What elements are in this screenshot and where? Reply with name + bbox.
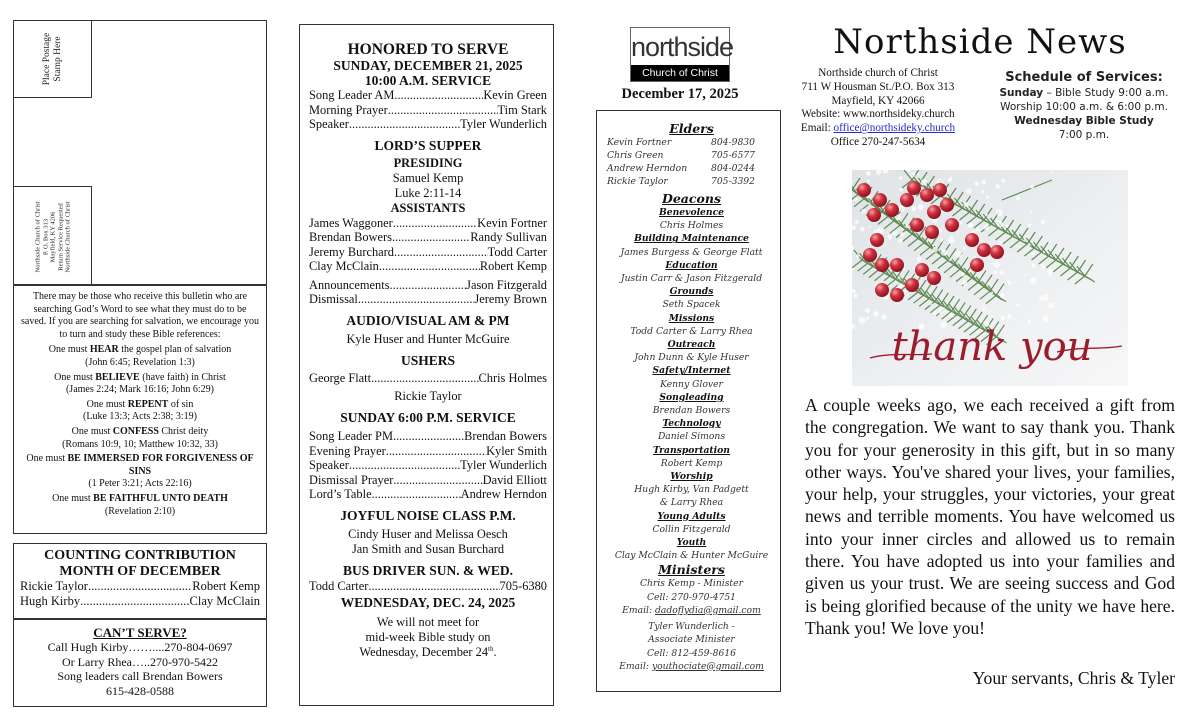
thank-you-image [852, 170, 1128, 386]
honored-title: HONORED TO SERVE [347, 41, 509, 58]
postage-label: Place Postage Stamp Here [41, 32, 63, 86]
pm-duty-row: Dismissal Prayer ..... David Elliott [309, 473, 547, 488]
elder-item: Chris Green 705-6577 [607, 150, 755, 161]
assistant-row: Jeremy Burchard ..... Todd Carter [309, 245, 547, 260]
pm-service-rows [309, 429, 547, 502]
salvation-step: One must HEAR the gospel plan of salvation (John 6:45; Revelation 1:3) [48, 344, 232, 368]
cant-serve-line: Call Hugh Kirby……....270-804-0697 [47, 640, 233, 654]
deacon-names: Brendan Bowers [652, 405, 731, 417]
salvation-step: One must BE IMMERSED FOR FORGIVENESS OF SINS (1 Peter 3:21; Acts 22:16) [26, 453, 254, 490]
presiding-ref: Luke 2:11-14 [394, 185, 462, 200]
counting-row: Rickie Taylor ..... Robert Kemp [20, 579, 260, 594]
letter-signoff: Your servants, Chris & Tyler [972, 668, 1175, 688]
deacon-role: Outreach [667, 339, 716, 351]
duty-row: Dismissal ..... Jeremy Brown [309, 292, 547, 307]
salvation-step: One must BELIEVE (have faith) in Christ (James 2:24; Mark 16:16; John 6:29) [54, 371, 226, 396]
joyful-line: Cindy Huser and Melissa Oesch [348, 526, 508, 541]
elder-item: Andrew Herndon 804-0244 [607, 163, 755, 174]
deacons-title: Deacons [662, 191, 721, 206]
deacon-names: & Larry Rhea [659, 497, 724, 509]
deacon-role: Transportation [653, 444, 730, 456]
assistant-row: James Waggoner ..... Kevin Fortner [309, 216, 547, 231]
deacon-names: Chris Holmes [659, 220, 724, 232]
salvation-steps [20, 344, 260, 518]
am-duty-row: Morning Prayer ..... Tim Stark [309, 103, 547, 118]
deacon-role: Youth [676, 537, 707, 549]
deacon-role: Young Adults [657, 510, 726, 522]
cant-serve-box [13, 619, 267, 707]
joyful-line: Jan Smith and Susan Burchard [351, 541, 505, 556]
deacon-role: Grounds [669, 286, 714, 298]
wednesday-note: We will not meet for mid-week Bible study on Wednesday, December 24th. [359, 615, 497, 659]
pm-duty-row: Evening Prayer ..... Kyler Smith [309, 444, 547, 459]
deacon-role: Safety/Internet [652, 365, 731, 377]
leadership-box [596, 110, 781, 692]
bus-driver-title: BUS DRIVER SUN. & WED. [342, 562, 514, 578]
assistants-label: ASSISTANTS [390, 200, 466, 215]
newsletter-masthead: Northside News [833, 22, 1127, 62]
elder-item: Rickie Taylor 705-3392 [607, 176, 755, 187]
thank-you-card-art [852, 170, 1128, 386]
cant-serve-line: Or Larry Rhea…..270-970-5422 [62, 654, 218, 669]
usher-extra: Rickie Taylor [394, 389, 462, 403]
minister-item: Chris Kemp - Minister Cell: 270-970-4751 Email: dadoflydia@gmail.com [622, 578, 761, 616]
deacon-names: James Burgess & George Flatt [620, 246, 763, 258]
presiding-name: Samuel Kemp [392, 170, 464, 185]
deacon-role: Songleading [659, 391, 724, 403]
deacon-names: Daniel Simons [657, 431, 726, 443]
elders-title: Elders [669, 121, 714, 136]
ushers-title: USHERS [400, 352, 456, 368]
deacon-names: Justin Carr & Jason Fitzgerald [620, 273, 763, 285]
deacon-names: Collin Fitzgerald [652, 523, 731, 535]
assistant-row: Clay McClain ..... Robert Kemp [309, 259, 547, 274]
office-phone: Office 270-247-5634 [830, 135, 926, 148]
av-title: AUDIO/VISUAL AM & PM [346, 312, 510, 328]
deacon-role: Technology [662, 418, 721, 430]
deacon-names: Robert Kemp [660, 457, 723, 469]
cant-serve-line: Song leaders call Brendan Bowers [57, 669, 223, 684]
salvation-step: One must BE FAITHFUL UNTO DEATH (Revelation 2:10) [52, 492, 228, 517]
salvation-step: One must CONFESS Christ deity (Romans 10:9, 10; Matthew 10:32, 33) [62, 425, 218, 450]
pm-duty-row: Speaker ..... Tyler Wunderlich [309, 458, 547, 473]
am-duty-row: Speaker ..... Tyler Wunderlich [309, 117, 547, 132]
ministers-title: Ministers [658, 562, 725, 578]
pm-duty-row: Song Leader PM ..... Brendan Bowers [309, 429, 547, 444]
deacon-role: Worship [670, 471, 713, 483]
deacons-list [607, 206, 776, 562]
church-logo [630, 27, 734, 82]
deacon-names: Clay McClain & Hunter McGuire [614, 550, 769, 562]
other-rows [309, 278, 547, 307]
postage-stamp-box [14, 21, 92, 98]
minister-email-link[interactable]: dadoflydia@gmail.com [654, 604, 761, 616]
cant-serve-title: CAN’T SERVE? [93, 625, 187, 640]
presiding-label: PRESIDING [393, 155, 463, 170]
honored-to-serve-box [299, 24, 554, 706]
elders-list [607, 136, 776, 188]
pm-duty-row: Lord’s Table ..... Andrew Herndon [309, 487, 547, 502]
bulletin-date: December 17, 2025 [621, 86, 739, 102]
deacon-names: John Dunn & Kyle Huser [634, 352, 749, 364]
deacon-names: Todd Carter & Larry Rhea [630, 325, 753, 337]
salvation-step: One must REPENT of sin (Luke 13:3; Acts 2:38; 3:19) [83, 398, 197, 423]
counting-subtitle: MONTH OF DECEMBER [59, 563, 221, 579]
wednesday-title: WEDNESDAY, DEC. 24, 2025 [340, 595, 516, 610]
church-address: Northside church of Christ 711 W Housman St./P.O. Box 313 Mayfield, KY 42066 Website: www.northsideky.church Email: office@northsideky.church Office 270-247-5634 [778, 67, 978, 150]
minister-item: Tyler Wunderlich - Associate Minister Cell: 812-459-8616 Email: youthociate@gmail.com [619, 621, 764, 672]
pm-service-title: SUNDAY 6:00 P.M. SERVICE [340, 410, 516, 425]
deacon-names: Hugh Kirby, Van Padgett [634, 484, 749, 496]
counting-contribution-box [13, 543, 267, 619]
am-duty-row: Song Leader AM ..... Kevin Green [309, 88, 547, 103]
cant-serve-line: 615-428-0588 [106, 683, 174, 698]
mailing-panel [13, 20, 267, 285]
ministers-list [607, 577, 776, 672]
lords-supper-title: LORD’S SUPPER [374, 137, 482, 153]
am-service-title: 10:00 A.M. SERVICE [364, 73, 492, 88]
joyful-noise-title: JOYFUL NOISE CLASS P.M. [340, 507, 516, 523]
elder-item: Kevin Fortner 804-9830 [607, 137, 755, 148]
assistant-row: Brendan Bowers ..... Randy Sullivan [309, 230, 547, 245]
return-address-box [14, 186, 92, 286]
deacon-role: Building Maintenance [634, 233, 749, 245]
usher-row: George Flatt ..... Chris Holmes [309, 371, 547, 386]
deacon-names: Seth Spacek [662, 299, 721, 311]
service-date: SUNDAY, DECEMBER 21, 2025 [333, 58, 523, 73]
am-service-rows [309, 88, 547, 132]
assistant-rows [309, 216, 547, 274]
website-text: Website: www.northsideky.church [801, 108, 955, 121]
logo-wordmark: northside [631, 32, 734, 62]
salvation-intro: There may be those who receive this bulletin who are searching God’s Word to see what they must do to be saved. If you are searching for salvation, we encourage you to turn and study these Bible references: [21, 291, 259, 340]
deacon-role: Education [665, 259, 718, 271]
deacon-role: Missions [668, 312, 715, 324]
av-names: Kyle Huser and Hunter McGuire [346, 331, 510, 346]
return-address: Northside Church of Christ P. O. Box 313 Mayfield, KY 4206 Return Service Requested Northside Church of Christ [33, 201, 71, 272]
thank-you-script: thank you [891, 324, 1093, 370]
deacon-role: Benevolence [658, 207, 725, 218]
office-email-link[interactable]: office@northsideky.church [833, 122, 956, 135]
logo-bar: Church of Christ [631, 65, 729, 81]
thank-you-letter: A couple weeks ago, we each received a gift from the congregation. We want to say thank you. Thank you for your generosity in this gift, but in so many other ways. You've shared your lives, your families, your help, your struggles, your victories, your great news and terrible moments. You have welcomed us into your inner circles and allowed us to remain there. You have adopted us into your families and given us your trust. We are seeing success and God is being glorified because of the unity we have here. Thank you! We love you! [805, 395, 1175, 638]
duty-row: Announcements ..... Jason Fitzgerald [309, 278, 547, 293]
salvation-box [13, 285, 267, 534]
schedule-title: Schedule of Services: [1005, 70, 1163, 85]
counting-row: Hugh Kirby ..... Clay McClain [20, 594, 260, 609]
deacon-names: Kenny Glover [660, 378, 723, 390]
bus-row: Todd Carter ..... 705-6380 [309, 579, 547, 594]
counting-title: COUNTING CONTRIBUTION [44, 548, 236, 563]
minister-email-link[interactable]: youthociate@gmail.com [651, 660, 764, 672]
schedule-of-services: Schedule of Services: Sunday – Bible Study 9:00 a.m. Worship 10:00 a.m. & 6:00 p.m. Wednesday Bible Study 7:00 p.m. [975, 69, 1193, 142]
